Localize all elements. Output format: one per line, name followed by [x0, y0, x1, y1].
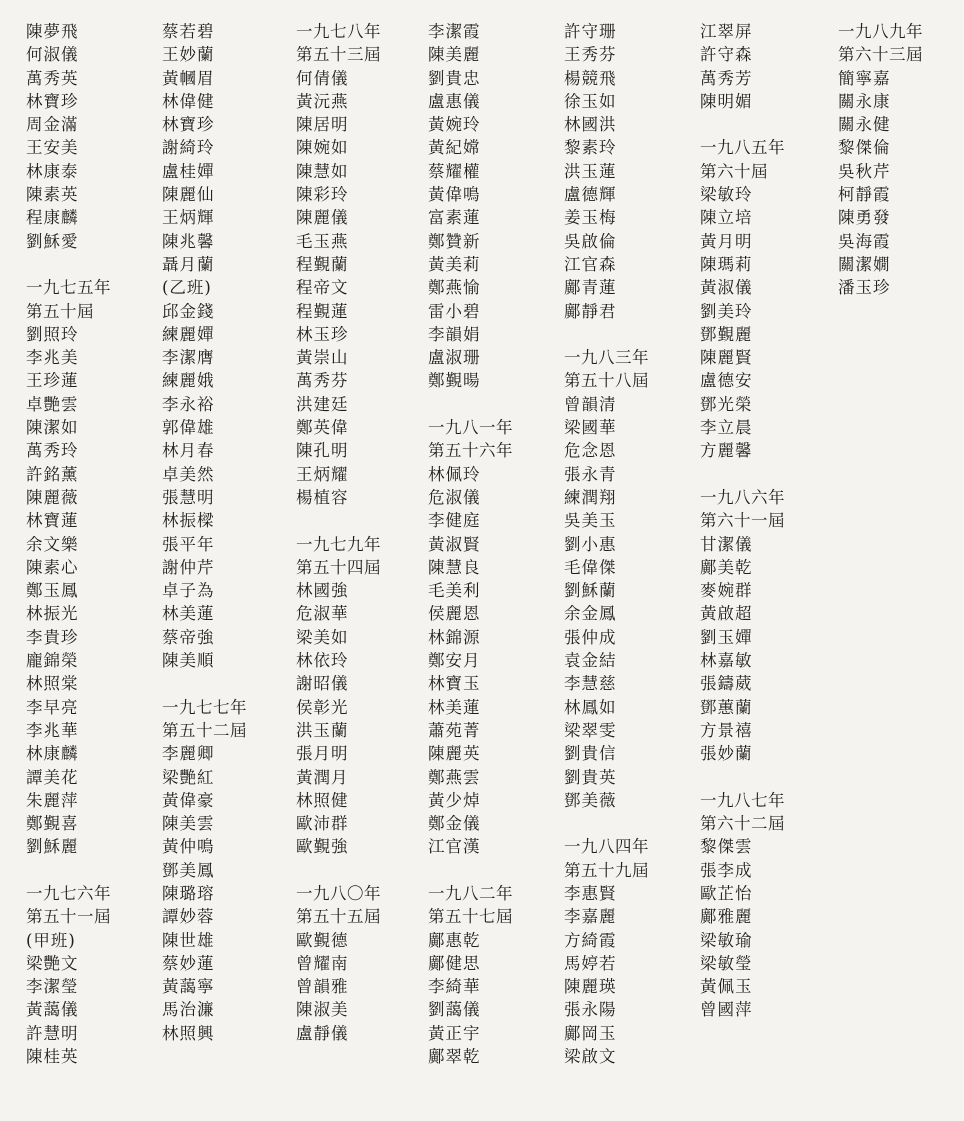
student-name: 陳慧如: [296, 161, 349, 181]
student-name: 陳淑美: [296, 1000, 349, 1020]
student-name: 姜玉梅: [564, 208, 617, 228]
student-name: 林偉健: [162, 91, 215, 111]
section-heading: 一九七七年: [162, 697, 247, 717]
section-spacer: [564, 812, 649, 835]
student-name: 曾韻清: [564, 394, 617, 414]
section-heading: 一九八〇年: [296, 883, 381, 903]
student-name: 李立晨: [700, 418, 753, 438]
section-heading: 第五十三屆: [296, 45, 381, 65]
student-name: 洪玉蘭: [296, 720, 349, 740]
student-name: 陳瑪莉: [700, 254, 753, 274]
student-name: 雷小碧: [428, 301, 481, 321]
student-name: 張鑄葳: [700, 674, 753, 694]
student-name: 黃仲鳴: [162, 837, 215, 857]
student-name: 黎傑倫: [838, 138, 891, 158]
student-name: 曾國萍: [700, 1000, 753, 1020]
section-spacer: [296, 859, 381, 882]
student-name: 林美蓮: [162, 604, 215, 624]
student-name: 邱金錢: [162, 301, 215, 321]
student-name: 馬治濂: [162, 1000, 215, 1020]
student-name: 劉貴英: [564, 767, 617, 787]
section-heading: 第六十屆: [700, 161, 768, 181]
student-name: 陳麗賢: [700, 348, 753, 368]
student-name: 萬秀英: [26, 68, 79, 88]
student-name: 鄺美乾: [700, 557, 753, 577]
student-name: 劉貴忠: [428, 68, 481, 88]
student-name: 盧惠儀: [428, 91, 481, 111]
section-spacer: [296, 509, 381, 532]
student-name: 梁美如: [296, 627, 349, 647]
section-heading: 一九七五年: [26, 278, 111, 298]
section-spacer: [162, 672, 247, 695]
student-name: 鄭覲暘: [428, 371, 481, 391]
student-name: 鄺青蓮: [564, 278, 617, 298]
student-name: 許銘薰: [26, 464, 79, 484]
student-name: 黃正宇: [428, 1023, 481, 1043]
student-name: 蔡耀權: [428, 161, 481, 181]
student-name: 萬秀芬: [296, 371, 349, 391]
student-name: 梁翠雯: [564, 720, 617, 740]
student-name: 練麗嬋: [162, 324, 215, 344]
student-name: 鄺惠乾: [428, 930, 481, 950]
roster-column-3: [296, 20, 381, 1045]
student-name: 方景禧: [700, 720, 753, 740]
student-name: 江官漢: [428, 837, 481, 857]
student-name: 危淑儀: [428, 487, 481, 507]
student-name: 關永健: [838, 115, 891, 135]
section-spacer: [700, 463, 785, 486]
student-name: 甘潔儀: [700, 534, 753, 554]
student-name: 卓艷雲: [26, 394, 79, 414]
student-name: 郭偉雄: [162, 418, 215, 438]
student-name: 劉小惠: [564, 534, 617, 554]
student-name: 林嘉敏: [700, 651, 753, 671]
section-heading: 第五十五屆: [296, 907, 381, 927]
student-name: 萬秀玲: [26, 441, 79, 461]
student-name: 周金滿: [26, 115, 79, 135]
student-name: 梁艷紅: [162, 767, 215, 787]
student-name: 鄺岡玉: [564, 1023, 617, 1043]
student-name: 盧德輝: [564, 185, 617, 205]
student-name: 林國強: [296, 581, 349, 601]
student-name: 鄭燕雲: [428, 767, 481, 787]
student-name: 龐錦榮: [26, 651, 79, 671]
student-name: 梁敏瑜: [700, 930, 753, 950]
student-name: 萬秀芳: [700, 68, 753, 88]
student-name: 梁敏瑩: [700, 953, 753, 973]
student-name: 陳勇發: [838, 208, 891, 228]
student-name: 張永陽: [564, 1000, 617, 1020]
student-name: 鄭玉鳳: [26, 581, 79, 601]
student-name: 陳麗薇: [26, 487, 79, 507]
student-name: 林寶珍: [26, 91, 79, 111]
student-name: 李潔膺: [162, 348, 215, 368]
student-name: 陳素英: [26, 185, 79, 205]
student-name: 鄭贊新: [428, 231, 481, 251]
student-name: 洪玉蓮: [564, 161, 617, 181]
student-name: 林國洪: [564, 115, 617, 135]
roster-column-1: [26, 20, 111, 1068]
student-name: 鄧覲麗: [700, 324, 753, 344]
student-name: 陳麗儀: [296, 208, 349, 228]
student-name: 張妙蘭: [700, 744, 753, 764]
student-name: 陳孔明: [296, 441, 349, 461]
roster-column-5: [564, 20, 649, 1068]
student-name: 譚美花: [26, 767, 79, 787]
student-name: 吳美玉: [564, 511, 617, 531]
class-note: (乙班): [162, 278, 212, 298]
student-name: 蔡若碧: [162, 22, 215, 41]
student-name: 王炳輝: [162, 208, 215, 228]
roster-column-6: [700, 20, 785, 1022]
section-heading: 一九八二年: [428, 883, 513, 903]
student-name: 練麗娥: [162, 371, 215, 391]
student-name: 陳璐瑢: [162, 883, 215, 903]
section-heading: 一九八九年: [838, 22, 923, 41]
student-name: 林玉珍: [296, 324, 349, 344]
student-name: 林錦源: [428, 627, 481, 647]
section-heading: 一九七八年: [296, 22, 381, 41]
student-name: 陳彩玲: [296, 185, 349, 205]
student-name: 李永裕: [162, 394, 215, 414]
student-name: 練潤翔: [564, 487, 617, 507]
student-name: 林鳳如: [564, 697, 617, 717]
student-name: 陳慧良: [428, 557, 481, 577]
section-heading: 第五十七屆: [428, 907, 513, 927]
student-name: 盧德安: [700, 371, 753, 391]
student-name: 黃月明: [700, 231, 753, 251]
student-name: 李潔霞: [428, 22, 481, 41]
student-name: 謝綺玲: [162, 138, 215, 158]
student-name: 毛偉傑: [564, 557, 617, 577]
student-name: 王安美: [26, 138, 79, 158]
student-name: 林美蓮: [428, 697, 481, 717]
student-name: 陳美順: [162, 651, 215, 671]
student-name: 何倩儀: [296, 68, 349, 88]
student-name: 袁金結: [564, 651, 617, 671]
student-name: 江翠屏: [700, 22, 753, 41]
student-name: 黃藹寧: [162, 977, 215, 997]
student-name: 林照健: [296, 790, 349, 810]
student-name: 黎素玲: [564, 138, 617, 158]
student-name: 黃偉鳴: [428, 185, 481, 205]
student-name: 劉穌蘭: [564, 581, 617, 601]
section-heading: 一九八三年: [564, 348, 649, 368]
student-name: 鄧蕙蘭: [700, 697, 753, 717]
student-name: 簡寧嘉: [838, 68, 891, 88]
student-name: 關潔嫺: [838, 254, 891, 274]
student-name: 張永青: [564, 464, 617, 484]
student-name: 劉美玲: [700, 301, 753, 321]
student-name: 黃美莉: [428, 254, 481, 274]
student-name: 李早亮: [26, 697, 79, 717]
student-name: 盧靜儀: [296, 1023, 349, 1043]
student-name: 林月春: [162, 441, 215, 461]
student-name: 鄭安月: [428, 651, 481, 671]
student-name: 林康泰: [26, 161, 79, 181]
student-name: 李健庭: [428, 511, 481, 531]
student-name: 鄭金儀: [428, 814, 481, 834]
student-name: 危淑華: [296, 604, 349, 624]
student-name: 鄺靜君: [564, 301, 617, 321]
section-heading: 第五十屆: [26, 301, 94, 321]
student-name: 鄺健思: [428, 953, 481, 973]
student-name: 張平年: [162, 534, 215, 554]
student-name: 李貴珍: [26, 627, 79, 647]
student-name: 黃淑賢: [428, 534, 481, 554]
student-name: 鄧美薇: [564, 790, 617, 810]
student-name: 鄧美鳳: [162, 860, 215, 880]
student-name: 陳居明: [296, 115, 349, 135]
student-name: 劉照玲: [26, 324, 79, 344]
student-name: 黃藹儀: [26, 1000, 79, 1020]
student-name: 楊植容: [296, 487, 349, 507]
student-name: 黃沅燕: [296, 91, 349, 111]
student-name: 劉貴信: [564, 744, 617, 764]
student-name: 林康麟: [26, 744, 79, 764]
student-name: 李嘉麗: [564, 907, 617, 927]
student-name: 鄭燕愉: [428, 278, 481, 298]
section-heading: 一九八五年: [700, 138, 785, 158]
student-name: 張月明: [296, 744, 349, 764]
student-name: 陳潔如: [26, 418, 79, 438]
student-name: 黃啟超: [700, 604, 753, 624]
student-name: 林寶珍: [162, 115, 215, 135]
student-name: 劉穌麗: [26, 837, 79, 857]
section-heading: 第六十三屆: [838, 45, 923, 65]
student-name: 陳美雲: [162, 814, 215, 834]
student-name: 黃少焯: [428, 790, 481, 810]
student-name: 程帝文: [296, 278, 349, 298]
student-name: 柯靜霞: [838, 185, 891, 205]
student-name: 鄺翠乾: [428, 1047, 481, 1067]
student-name: 許守珊: [564, 22, 617, 41]
section-heading: 一九七六年: [26, 883, 111, 903]
student-name: 吳秋芹: [838, 161, 891, 181]
student-name: 蔡帝強: [162, 627, 215, 647]
student-name: 吳啟倫: [564, 231, 617, 251]
student-name: 危念恩: [564, 441, 617, 461]
section-heading: 第五十二屆: [162, 720, 247, 740]
student-name: 陳世雄: [162, 930, 215, 950]
student-name: 蔡妙蓮: [162, 953, 215, 973]
student-name: 潘玉珍: [838, 278, 891, 298]
student-name: 程覲蘭: [296, 254, 349, 274]
student-name: 李韻娟: [428, 324, 481, 344]
student-name: 聶月蘭: [162, 254, 215, 274]
student-name: 黃佩玉: [700, 977, 753, 997]
student-name: 林照興: [162, 1023, 215, 1043]
section-heading: 第五十一屆: [26, 907, 111, 927]
section-heading: 一九八四年: [564, 837, 649, 857]
student-name: 陳兆馨: [162, 231, 215, 251]
section-heading: 一九七九年: [296, 534, 381, 554]
student-name: 陳立培: [700, 208, 753, 228]
student-name: 曾耀南: [296, 953, 349, 973]
student-name: 李兆華: [26, 720, 79, 740]
student-name: 朱麗萍: [26, 790, 79, 810]
student-name: 卓子為: [162, 581, 215, 601]
student-name: 梁國華: [564, 418, 617, 438]
student-name: 鄭英偉: [296, 418, 349, 438]
section-spacer: [564, 323, 649, 346]
student-name: 陳夢飛: [26, 22, 79, 41]
student-name: 陳素心: [26, 557, 79, 577]
student-name: 江官森: [564, 254, 617, 274]
student-name: 林振樑: [162, 511, 215, 531]
student-name: 許慧明: [26, 1023, 79, 1043]
student-name: 何淑儀: [26, 45, 79, 65]
student-name: 馬婷若: [564, 953, 617, 973]
student-name: 歐沛群: [296, 814, 349, 834]
student-name: 黎傑雲: [700, 837, 753, 857]
student-name: 曾韻雅: [296, 977, 349, 997]
student-name: 黃潤月: [296, 767, 349, 787]
student-name: 楊競飛: [564, 68, 617, 88]
student-name: 梁艷文: [26, 953, 79, 973]
section-heading: 第五十四屆: [296, 557, 381, 577]
roster-column-2: [162, 20, 247, 1045]
student-name: 梁啟文: [564, 1047, 617, 1067]
student-name: 陳麗仙: [162, 185, 215, 205]
student-name: 謝仲芹: [162, 557, 215, 577]
section-heading: 一九八六年: [700, 487, 785, 507]
student-name: 麥婉群: [700, 581, 753, 601]
student-name: 林寶玉: [428, 674, 481, 694]
student-name: 余金鳳: [564, 604, 617, 624]
section-heading: 一九八一年: [428, 418, 513, 438]
student-name: 鄭覲喜: [26, 814, 79, 834]
student-name: 方麗馨: [700, 441, 753, 461]
student-name: 侯彰光: [296, 697, 349, 717]
student-name: 歐覲強: [296, 837, 349, 857]
student-name: 李潔瑩: [26, 977, 79, 997]
student-name: 李慧慈: [564, 674, 617, 694]
student-name: 富素蓮: [428, 208, 481, 228]
student-name: 侯麗恩: [428, 604, 481, 624]
student-name: 黃偉豪: [162, 790, 215, 810]
student-name: 方綺霞: [564, 930, 617, 950]
student-name: 陳麗瑛: [564, 977, 617, 997]
student-name: 卓美然: [162, 464, 215, 484]
student-name: 林寶蓮: [26, 511, 79, 531]
student-name: 鄧光榮: [700, 394, 753, 414]
roster-column-4: [428, 20, 513, 1068]
student-name: 林佩玲: [428, 464, 481, 484]
student-name: 關永康: [838, 91, 891, 111]
student-name: 譚妙蓉: [162, 907, 215, 927]
student-name: 徐玉如: [564, 91, 617, 111]
class-note: (甲班): [26, 930, 76, 950]
student-name: 歐芷怡: [700, 883, 753, 903]
section-heading: 第五十六年: [428, 441, 513, 461]
student-name: 程康麟: [26, 208, 79, 228]
student-name: 陳麗英: [428, 744, 481, 764]
student-name: 盧淑珊: [428, 348, 481, 368]
student-name: 梁敏玲: [700, 185, 753, 205]
section-spacer: [26, 253, 111, 276]
student-name: 李麗卿: [162, 744, 215, 764]
student-name: 陳桂英: [26, 1047, 79, 1067]
student-name: 吳海霞: [838, 231, 891, 251]
section-heading: 第五十九屆: [564, 860, 649, 880]
student-name: 林振光: [26, 604, 79, 624]
student-name: 盧桂嬋: [162, 161, 215, 181]
section-spacer: [700, 766, 785, 789]
student-name: 張李成: [700, 860, 753, 880]
student-name: 劉玉嬋: [700, 627, 753, 647]
student-name: 林照棠: [26, 674, 79, 694]
section-heading: 一九八七年: [700, 790, 785, 810]
section-spacer: [428, 859, 513, 882]
student-name: 黃婉玲: [428, 115, 481, 135]
student-name: 李兆美: [26, 348, 79, 368]
section-heading: 第六十二屆: [700, 814, 785, 834]
student-name: 劉穌愛: [26, 231, 79, 251]
student-name: 王妙蘭: [162, 45, 215, 65]
student-name: 陳美麗: [428, 45, 481, 65]
student-name: 黃崇山: [296, 348, 349, 368]
section-heading: 第六十一屆: [700, 511, 785, 531]
student-name: 毛美利: [428, 581, 481, 601]
section-spacer: [26, 859, 111, 882]
student-name: 謝昭儀: [296, 674, 349, 694]
student-name: 洪建廷: [296, 394, 349, 414]
student-name: 王秀芬: [564, 45, 617, 65]
student-name: 陳明媚: [700, 91, 753, 111]
student-name: 李綺華: [428, 977, 481, 997]
roster-column-7: [838, 20, 923, 300]
student-name: 歐覲德: [296, 930, 349, 950]
student-name: 張仲成: [564, 627, 617, 647]
student-name: 劉藹儀: [428, 1000, 481, 1020]
student-name: 陳婉如: [296, 138, 349, 158]
student-name: 程覲蓮: [296, 301, 349, 321]
section-spacer: [428, 393, 513, 416]
student-name: 黃淑儀: [700, 278, 753, 298]
student-name: 余文樂: [26, 534, 79, 554]
student-name: 李惠賢: [564, 883, 617, 903]
section-spacer: [700, 113, 785, 136]
student-name: 許守森: [700, 45, 753, 65]
student-name: 黃紀嫦: [428, 138, 481, 158]
student-name: 毛玉燕: [296, 231, 349, 251]
section-heading: 第五十八屆: [564, 371, 649, 391]
student-name: 黃幗眉: [162, 68, 215, 88]
student-name: 王炳耀: [296, 464, 349, 484]
student-name: 鄺雅麗: [700, 907, 753, 927]
student-name: 蕭苑菁: [428, 720, 481, 740]
student-name: 王珍蓮: [26, 371, 79, 391]
student-name: 林依玲: [296, 651, 349, 671]
student-name: 張慧明: [162, 487, 215, 507]
